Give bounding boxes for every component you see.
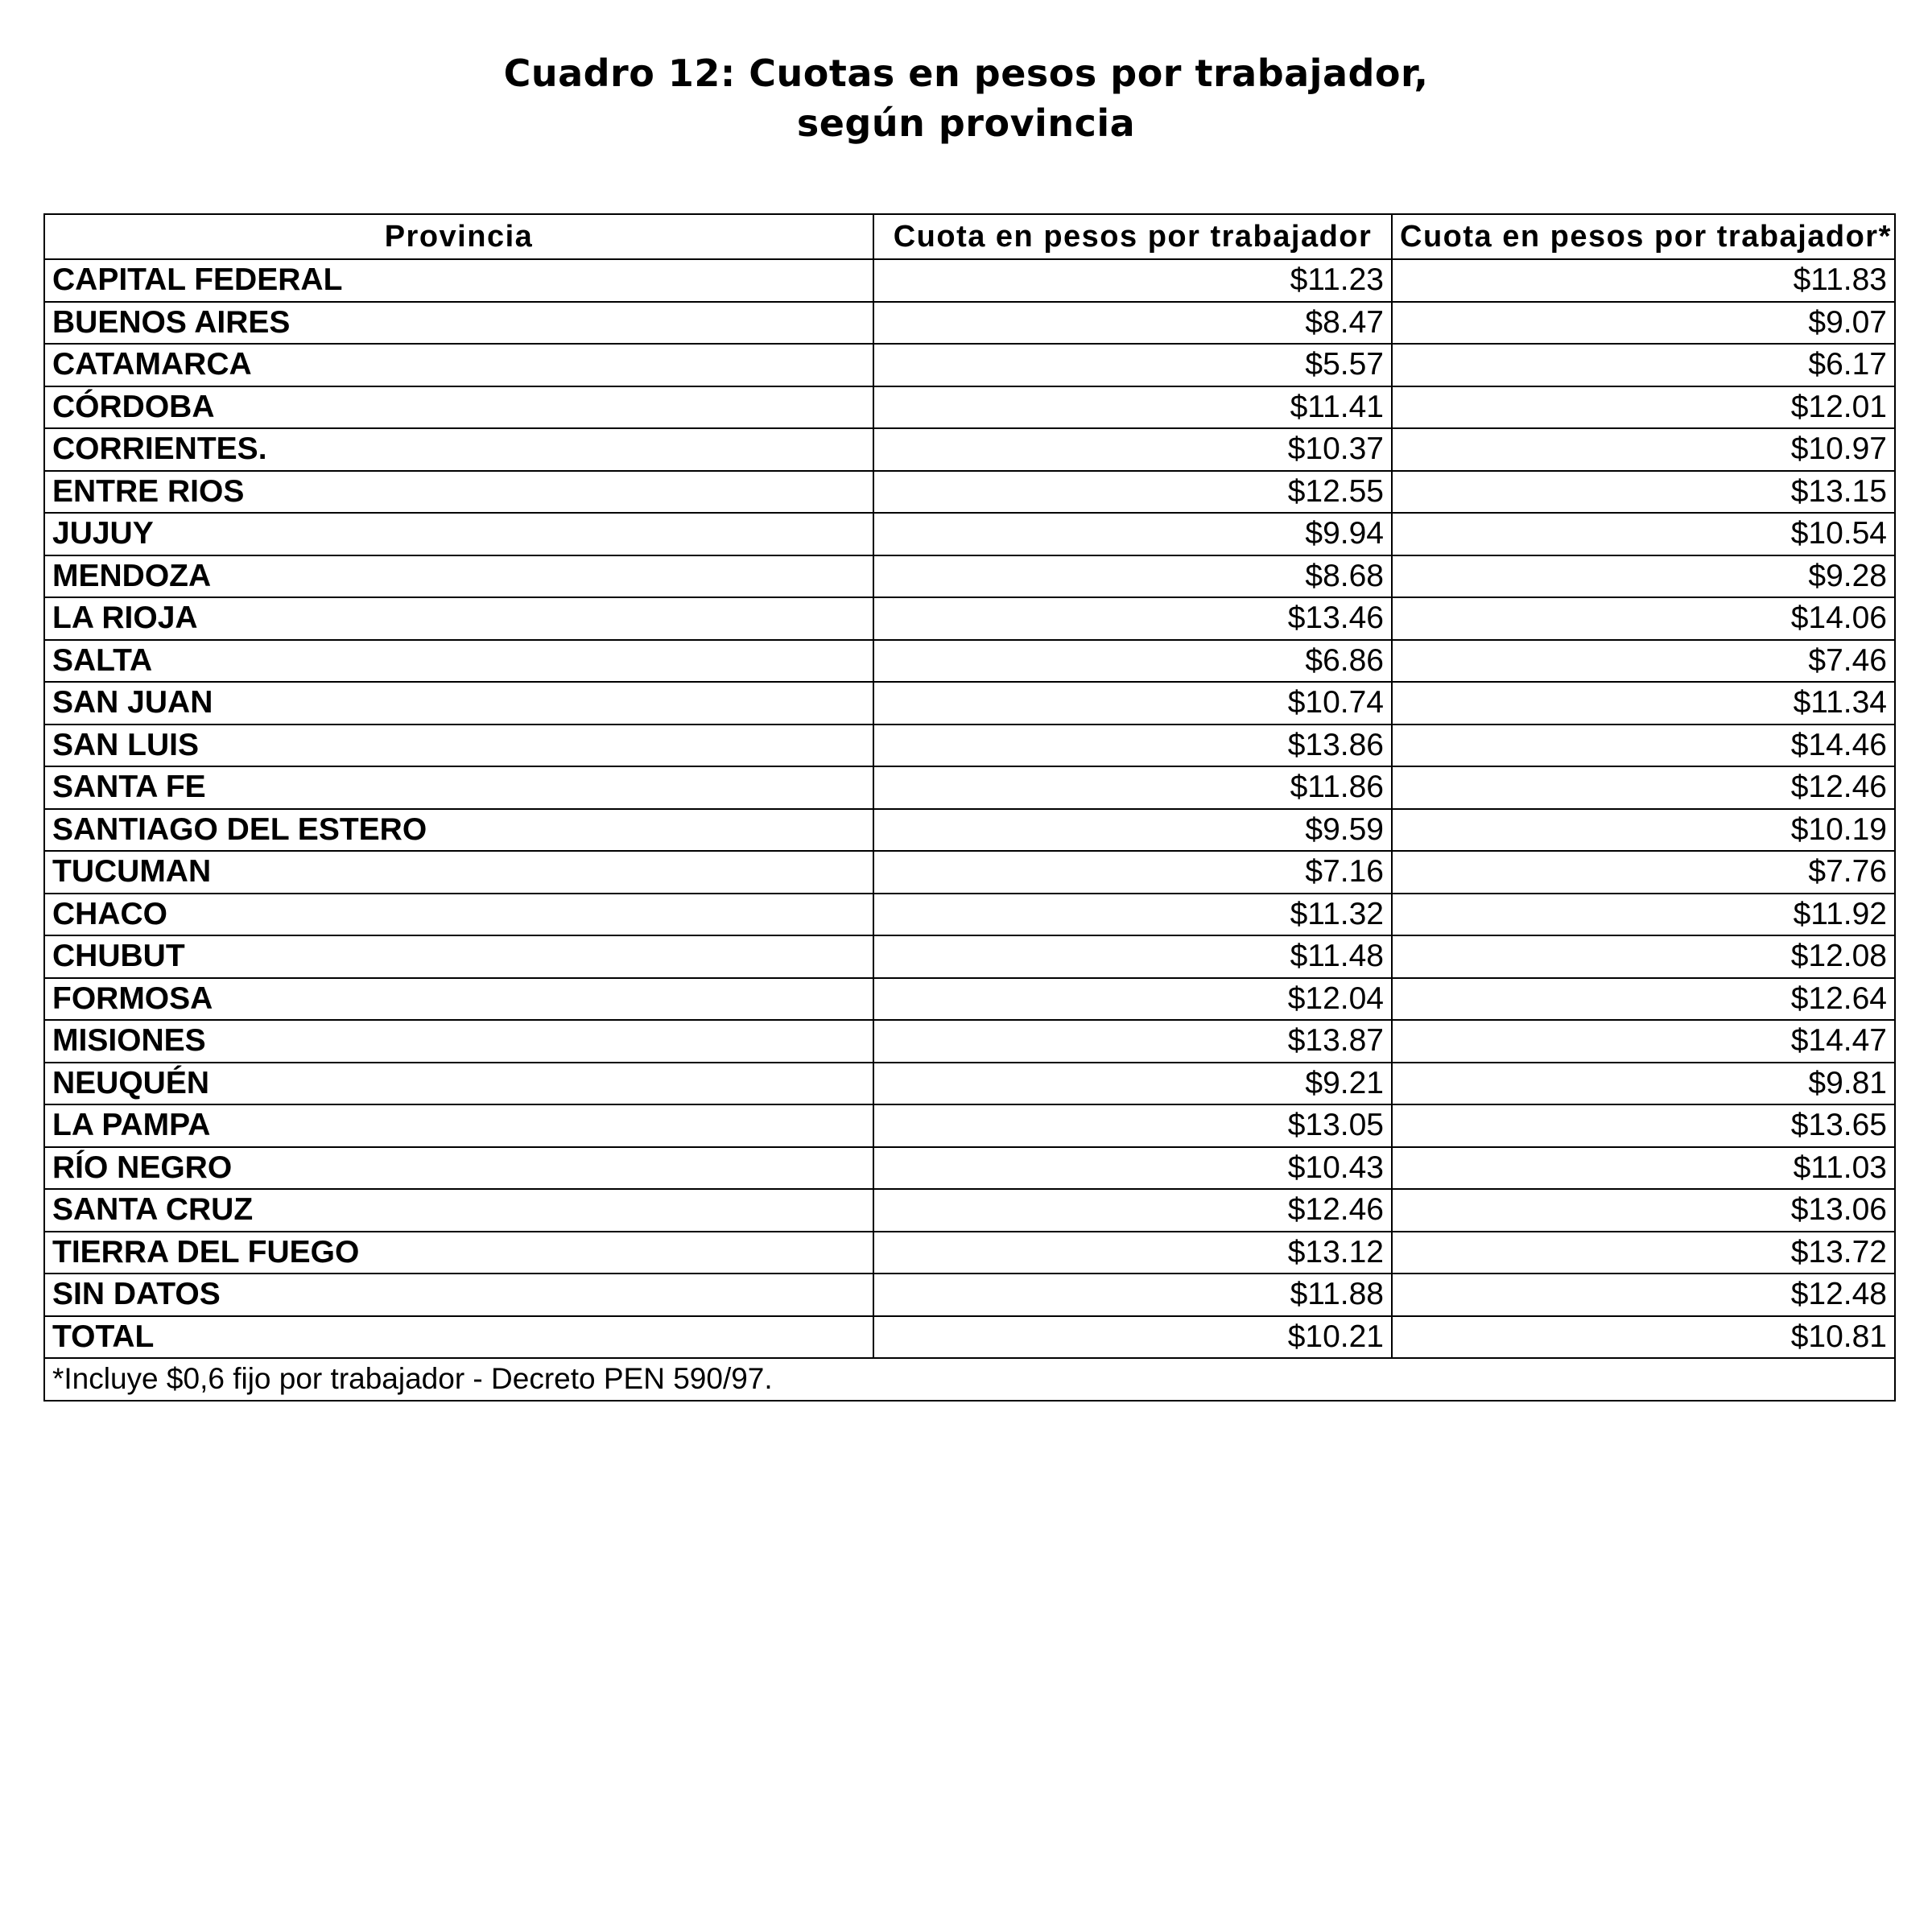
cell-cuota: $11.48	[873, 935, 1392, 978]
cell-cuota: $8.47	[873, 302, 1392, 345]
table-row	[44, 1063, 1895, 1105]
cell-cuota-total: $11.83	[1392, 259, 1895, 302]
cell-cuota: $11.41	[873, 386, 1392, 429]
cell-cuota: $10.21	[873, 1316, 1392, 1359]
cell-provincia: SIN DATOS	[44, 1274, 873, 1316]
cell-cuota-total: $12.64	[1392, 978, 1895, 1021]
table-row	[44, 682, 1895, 724]
table-row	[44, 597, 1895, 640]
cell-provincia: CÓRDOBA	[44, 386, 873, 429]
cell-cuota: $10.43	[873, 1147, 1392, 1190]
cell-cuota-total: $10.54	[1392, 513, 1895, 555]
cell-cuota-total: $12.46	[1392, 766, 1895, 809]
table-header-row	[44, 214, 1895, 259]
cell-cuota-total: $11.34	[1392, 682, 1895, 724]
table-row	[44, 1232, 1895, 1274]
table-row	[44, 555, 1895, 598]
header-provincia: Provincia	[44, 214, 873, 259]
cell-cuota-total: $11.92	[1392, 894, 1895, 936]
cell-cuota: $10.74	[873, 682, 1392, 724]
cell-cuota: $13.05	[873, 1104, 1392, 1147]
cell-provincia: SALTA	[44, 640, 873, 683]
footnote: *Incluye $0,6 fijo por trabajador - Decreto PEN 590/97.	[44, 1358, 1895, 1401]
cell-cuota-total: $7.76	[1392, 851, 1895, 894]
table-row	[44, 1020, 1895, 1063]
title-line-1: Cuadro 12: Cuotas en pesos por trabajador,	[503, 52, 1429, 95]
cell-cuota-total: $11.03	[1392, 1147, 1895, 1190]
cell-provincia: JUJUY	[44, 513, 873, 555]
cell-provincia: RÍO NEGRO	[44, 1147, 873, 1190]
cell-provincia: CATAMARCA	[44, 344, 873, 386]
cell-provincia: MISIONES	[44, 1020, 873, 1063]
header-cuota: Cuota en pesos por trabajador	[873, 214, 1392, 259]
cell-cuota: $13.46	[873, 597, 1392, 640]
table-row	[44, 386, 1895, 429]
cell-provincia: MENDOZA	[44, 555, 873, 598]
cell-provincia: SANTA CRUZ	[44, 1189, 873, 1232]
table-row	[44, 1274, 1895, 1316]
table-row	[44, 894, 1895, 936]
table-row	[44, 978, 1895, 1021]
cell-cuota: $12.46	[873, 1189, 1392, 1232]
table-row	[44, 1316, 1895, 1359]
table-row	[44, 344, 1895, 386]
cell-provincia: ENTRE RIOS	[44, 471, 873, 514]
cell-provincia: SAN LUIS	[44, 724, 873, 767]
title-line-2: según provincia	[796, 101, 1136, 145]
footnote-row	[44, 1358, 1895, 1401]
table-row	[44, 471, 1895, 514]
cell-cuota: $11.32	[873, 894, 1392, 936]
cell-provincia: NEUQUÉN	[44, 1063, 873, 1105]
table-row	[44, 724, 1895, 767]
cell-provincia: LA RIOJA	[44, 597, 873, 640]
table-row	[44, 1104, 1895, 1147]
cell-cuota-total: $10.97	[1392, 428, 1895, 471]
cell-cuota: $8.68	[873, 555, 1392, 598]
cell-cuota-total: $13.06	[1392, 1189, 1895, 1232]
table-row	[44, 259, 1895, 302]
cell-cuota-total: $9.81	[1392, 1063, 1895, 1105]
table-row	[44, 935, 1895, 978]
cell-provincia: CHACO	[44, 894, 873, 936]
table-row	[44, 1189, 1895, 1232]
table-row	[44, 1147, 1895, 1190]
cell-cuota-total: $12.08	[1392, 935, 1895, 978]
cell-cuota-total: $14.47	[1392, 1020, 1895, 1063]
table-row	[44, 513, 1895, 555]
page-title	[0, 48, 1932, 148]
cell-cuota: $11.86	[873, 766, 1392, 809]
cell-cuota: $10.37	[873, 428, 1392, 471]
cell-cuota-total: $9.07	[1392, 302, 1895, 345]
cell-provincia: BUENOS AIRES	[44, 302, 873, 345]
table-row	[44, 640, 1895, 683]
table-row	[44, 766, 1895, 809]
cell-cuota: $13.86	[873, 724, 1392, 767]
header-cuota-total: Cuota en pesos por trabajador*	[1392, 214, 1895, 259]
table-row	[44, 809, 1895, 852]
cell-cuota: $11.23	[873, 259, 1392, 302]
cell-cuota: $7.16	[873, 851, 1392, 894]
table-body	[44, 259, 1895, 1358]
cell-cuota: $9.59	[873, 809, 1392, 852]
cell-provincia: LA PAMPA	[44, 1104, 873, 1147]
cell-provincia: TUCUMAN	[44, 851, 873, 894]
cell-cuota-total: $12.01	[1392, 386, 1895, 429]
cell-provincia: TIERRA DEL FUEGO	[44, 1232, 873, 1274]
cell-cuota-total: $14.46	[1392, 724, 1895, 767]
table-row	[44, 428, 1895, 471]
table-row	[44, 302, 1895, 345]
cell-cuota: $12.55	[873, 471, 1392, 514]
cell-cuota-total: $14.06	[1392, 597, 1895, 640]
cell-provincia: SANTIAGO DEL ESTERO	[44, 809, 873, 852]
cell-cuota: $13.12	[873, 1232, 1392, 1274]
cell-cuota-total: $13.72	[1392, 1232, 1895, 1274]
cell-cuota: $11.88	[873, 1274, 1392, 1316]
cell-cuota: $5.57	[873, 344, 1392, 386]
cell-cuota: $12.04	[873, 978, 1392, 1021]
cell-cuota: $6.86	[873, 640, 1392, 683]
cell-cuota-total: $10.19	[1392, 809, 1895, 852]
cell-cuota-total: $13.65	[1392, 1104, 1895, 1147]
cell-cuota-total: $13.15	[1392, 471, 1895, 514]
cell-provincia: CHUBUT	[44, 935, 873, 978]
cell-cuota: $9.94	[873, 513, 1392, 555]
table-row	[44, 851, 1895, 894]
cell-cuota-total: $9.28	[1392, 555, 1895, 598]
cell-provincia: CAPITAL FEDERAL	[44, 259, 873, 302]
cell-provincia: SAN JUAN	[44, 682, 873, 724]
cell-provincia: FORMOSA	[44, 978, 873, 1021]
cell-cuota: $13.87	[873, 1020, 1392, 1063]
cell-provincia: CORRIENTES.	[44, 428, 873, 471]
cell-provincia: TOTAL	[44, 1316, 873, 1359]
cell-cuota-total: $7.46	[1392, 640, 1895, 683]
cell-cuota: $9.21	[873, 1063, 1392, 1105]
cell-provincia: SANTA FE	[44, 766, 873, 809]
cell-cuota-total: $6.17	[1392, 344, 1895, 386]
cell-cuota-total: $12.48	[1392, 1274, 1895, 1316]
cell-cuota-total: $10.81	[1392, 1316, 1895, 1359]
cuotas-table	[43, 213, 1896, 1402]
